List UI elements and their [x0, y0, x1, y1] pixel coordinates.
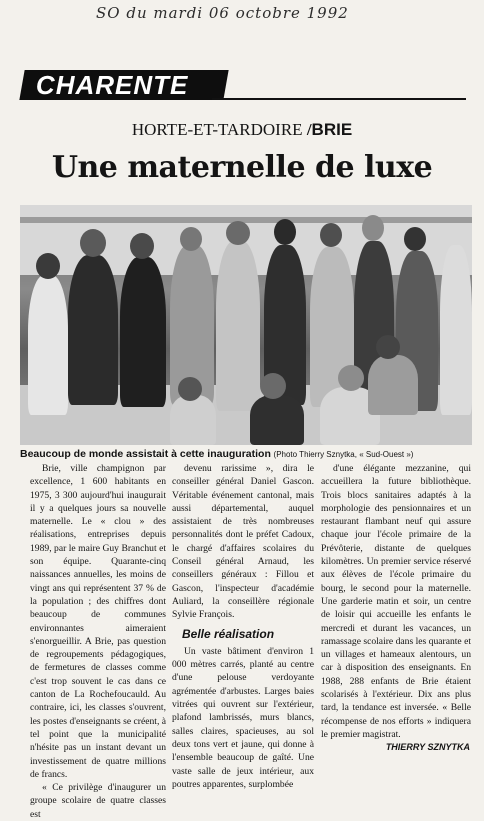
article-paragraph: Un vaste bâtiment d'environ 1 000 mètres carrés, planté au centre d'une pelouse verdoyante agrémentée d'arbustes. Larges baies vitrées qui ouvrent sur l'extérieur, plafond lambrissés, murs blancs, salles claires, spacieuses, au sol deux tons vert et jaune, qui donne à l'ensemble beaucoup de gaîté. Une vaste salle de jeux intérieur, aux poutres apparentes, surplombée	[172, 645, 314, 790]
photo-child-head	[376, 335, 400, 359]
photo-child	[170, 395, 216, 445]
photo-child	[250, 395, 304, 445]
article-paragraph: d'une élégante mezzanine, qui accueillera la future bibliothèque. Trois blocs sanitaires adaptés à la morphologie des pensionnaires et un restaurant flambant neuf qui assure chaque jour l'école primaire de la Prévôterie, distante de quelques kilomètres. Un premier service réservé aux élèves de l'école primaire du bourg, le second pour la maternelle. Une garderie matin et soir, un centre de loisir qui accueille les enfants le mercredi et durant les vacances, un ramassage scolaire dans les quarante et un villages et hameaux alentours, un car à disposition des enseignants. En 1988, 288 enfants de Brie étaient scolarisés à l'extérieur. Dix ans plus tard, la tendance est inversée. « Belle récompense de nos efforts » indiquera le premier magistrat.	[321, 463, 471, 740]
kicker	[0, 120, 484, 140]
photo-child-head	[178, 377, 202, 401]
photo-figure-head	[80, 229, 106, 257]
section-title: CHARENTE	[36, 69, 189, 100]
subheading: Belle réalisation	[182, 626, 275, 641]
photo-figure-head	[130, 233, 154, 259]
photo-figure	[120, 257, 166, 407]
photo-caption	[20, 448, 472, 460]
photo-figure-head	[36, 253, 60, 279]
caption-credit: (Photo Thierry Sznytka, « Sud-Ouest »)	[273, 450, 414, 459]
headline: Une maternelle de luxe	[51, 150, 433, 185]
header-rule	[212, 98, 466, 100]
article-paragraph: devenu rarissime », dira le conseiller général Daniel Gascon. Véritable événement cantonal, mais aussi départemental, auquel assistaient de très nombreuses personnalités dont le préfet Cadoux, le chargé d'affaires scolaires du Conseil général Arnaud, les conseillers généraux : Fillou et Gascon, l'inspecteur d'académie Auliard, la conseillère régionale Sylvie François.	[172, 463, 314, 621]
photo-figure-head	[320, 223, 342, 247]
photo-figure	[216, 241, 260, 411]
photo-figure-head	[180, 227, 202, 251]
photo-child-head	[260, 373, 286, 399]
photo-child	[368, 355, 418, 415]
article-column-1	[30, 462, 166, 821]
section-banner	[19, 70, 228, 100]
article-paragraph: « Ce privilège d'inaugurer un groupe scolaire de quatre classes est	[30, 782, 166, 820]
photo-figure	[440, 245, 472, 415]
kicker-separator: /	[302, 120, 312, 139]
photo-figure-head	[274, 219, 296, 245]
photo-child-head	[338, 365, 364, 391]
photo-figure-head	[362, 215, 384, 241]
photo-figure	[28, 275, 68, 415]
photo-figure	[68, 255, 118, 405]
article-column-2	[172, 462, 314, 791]
kicker-place: HORTE-ET-TARDOIRE	[131, 120, 303, 139]
article-photo	[20, 205, 472, 445]
article-column-3	[321, 462, 471, 741]
photo-beam	[20, 217, 472, 223]
handwritten-date-annotation: SO du mardi 06 octobre 1992	[96, 4, 349, 22]
caption-text: Beaucoup de monde assistait à cette inauguration	[20, 448, 271, 460]
photo-figure-head	[226, 221, 250, 245]
kicker-town: BRIE	[311, 120, 353, 139]
photo-figure-head	[404, 227, 426, 251]
author-byline: THIERRY SZNYTKA	[385, 742, 470, 752]
article-paragraph: Brie, ville champignon par excellence, 1 600 habitants en 1975, 3 300 aujourd'hui inaugurait il y a quelques jours sa nouvelle maternelle. Le « clou » des réalisations, entreprises depuis 1989, par le maire Guy Branchut et son équipe. Quarante-cinq naissances annuelles, les moins de vingt ans qui représentent 37 % de la population ; des chiffres dont beaucoup de communes environnantes aimeraient s'enorgueillir. A Brie, pas question de regroupements pédagogiques, de fermetures de classes comme c'est trop souvent le cas dans ce canton de La Rochefoucauld. Au contraire, ici, les classes s'ouvrent, les postes d'enseignants se créent, à tel point que la municipalité n'hésite pas un instant devant un investissement de quatre millions de francs.	[30, 463, 166, 780]
